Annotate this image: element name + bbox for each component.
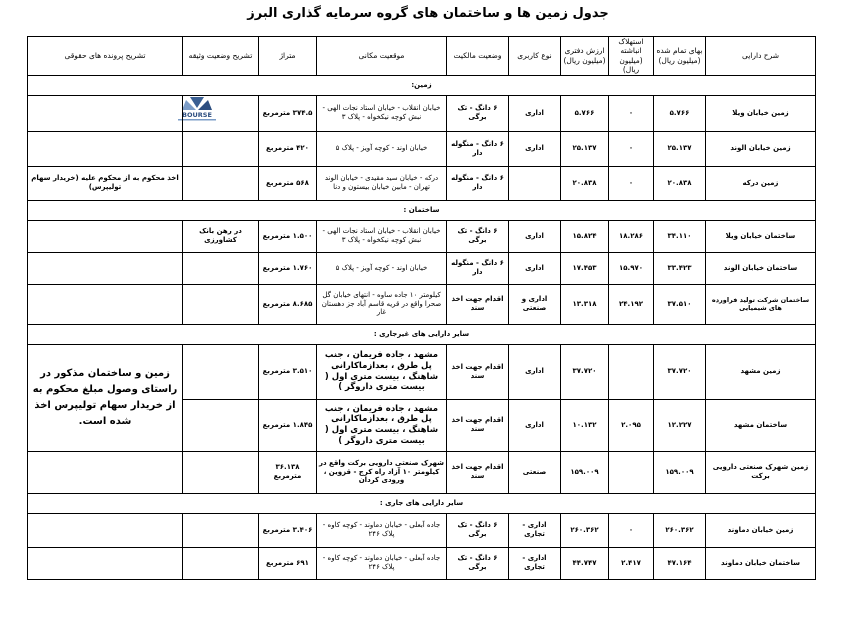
area-cell: ۱.۸۴۵ مترمربع: [259, 399, 317, 451]
legal-cell: [28, 252, 183, 284]
table-row: [28, 451, 816, 493]
section-title: زمین:: [28, 75, 816, 95]
value-cell: ۳۳.۴۲۳: [654, 252, 706, 284]
asset-cell: ساختمان خیابان ویلا: [706, 220, 816, 252]
legal-cell: [28, 547, 183, 579]
col-area: متراژ: [259, 37, 317, 76]
location-cell: کیلومتر ۱۰ جاده ساوه - انتهای خیابان گل صحرا واقع در قریه قاسم آباد جز دهستان غار: [317, 284, 447, 324]
dep-cell: ۰: [609, 513, 654, 547]
document-cell: [183, 344, 259, 399]
dep-cell: [609, 451, 654, 493]
asset-cell: زمین شهرک صنعتی دارویی برکت: [706, 451, 816, 493]
ownership-cell: اقدام جهت اخذ سند: [447, 284, 509, 324]
asset-cell: ساختمان خیابان دماوند: [706, 547, 816, 579]
document-cell: [183, 131, 259, 166]
page-title: جدول زمین ها و ساختمان های گروه سرمایه گذاری البرز: [247, 6, 609, 21]
dep-cell: ۰: [609, 166, 654, 200]
location-cell: خیابان انقلاب - خیابان استاد نجات الهی - نبش کوچه نیکخواه - پلاک ۳: [317, 220, 447, 252]
location-cell: شهرک صنعتی دارویی برکت واقع در کیلومتر ۱۰ آزاد راه کرج - قزوین ، ورودی کردان: [317, 451, 447, 493]
col-depreciation: استهلاک انباشته (میلیون ریال): [609, 37, 654, 76]
legal-cell: [28, 131, 183, 166]
book-cell: ۲۶۰.۳۶۲: [561, 513, 609, 547]
document-cell: [183, 252, 259, 284]
assets-table: [27, 36, 816, 580]
book-cell: ۲۰.۸۳۸: [561, 166, 609, 200]
section-title: ساختمان :: [28, 200, 816, 220]
book-cell: ۴۴.۷۴۷: [561, 547, 609, 579]
col-value: بهای تمام شده (میلیون ریال): [654, 37, 706, 76]
dep-cell: ۱۵.۹۷۰: [609, 252, 654, 284]
col-usage: نوع کاربری: [509, 37, 561, 76]
asset-cell: ساختمان خیابان الوند: [706, 252, 816, 284]
ownership-cell: اقدام جهت اخذ سند: [447, 451, 509, 493]
asset-cell: زمین مشهد: [706, 344, 816, 399]
location-cell: مشهد ، جاده فریمان ، جنب پل طرق ، بعدازماکارانی شاهنگ ، بیست متری اول ( بیست متری داروگر ): [317, 399, 447, 451]
col-document: تشریح وضعیت وثیقه: [183, 37, 259, 76]
area-cell: ۸.۶۸۵ مترمربع: [259, 284, 317, 324]
usage-cell: اداری - تجاری: [509, 513, 561, 547]
ownership-cell: ۶ دانگ - تک برگی: [447, 513, 509, 547]
area-cell: ۵۶۸ مترمربع: [259, 166, 317, 200]
location-cell: جاده آبعلی - خیابان دماوند - کوچه کاوه - پلاک ۲۴۶: [317, 547, 447, 579]
document-cell: در رهن بانک کشاورزی: [183, 220, 259, 252]
location-cell: جاده آبعلی - خیابان دماوند - کوچه کاوه - پلاک ۲۴۶: [317, 513, 447, 547]
dep-cell: ۲.۴۱۷: [609, 547, 654, 579]
dep-cell: ۲۴.۱۹۲: [609, 284, 654, 324]
area-cell: ۳۶.۱۳۸ مترمربع: [259, 451, 317, 493]
book-cell: ۵.۷۶۶: [561, 95, 609, 131]
usage-cell: صنعتی: [509, 451, 561, 493]
dep-cell: [609, 344, 654, 399]
header-row: [28, 37, 816, 76]
area-cell: ۳۷۴.۵ مترمربع: [259, 95, 317, 131]
book-cell: ۲۵.۱۳۷: [561, 131, 609, 166]
section-row-current: [28, 493, 816, 513]
value-cell: ۱۲.۲۲۷: [654, 399, 706, 451]
book-cell: ۱۰.۱۳۲: [561, 399, 609, 451]
section-title: سایر دارایی های غیرجاری :: [28, 324, 816, 344]
col-asset: شرح دارایی: [706, 37, 816, 76]
value-cell: ۴۷.۱۶۴: [654, 547, 706, 579]
table-row: [28, 166, 816, 200]
dep-cell: ۲.۰۹۵: [609, 399, 654, 451]
area-cell: ۶۹۱ مترمربع: [259, 547, 317, 579]
location-cell: خیابان اوند - کوچه آویز - پلاک ۵: [317, 131, 447, 166]
book-cell: ۳۷.۷۲۰: [561, 344, 609, 399]
ownership-cell: ۶ دانگ - تک برگی: [447, 95, 509, 131]
legal-cell: [28, 513, 183, 547]
document-cell: [183, 166, 259, 200]
document-cell: [183, 399, 259, 451]
logo-text: BOURSE: [182, 111, 212, 119]
value-cell: ۵.۷۶۶: [654, 95, 706, 131]
usage-cell: اداری - تجاری: [509, 547, 561, 579]
usage-cell: اداری: [509, 344, 561, 399]
book-cell: ۱۵۹.۰۰۹: [561, 451, 609, 493]
legal-cell: [28, 95, 183, 131]
value-cell: ۲۰.۸۳۸: [654, 166, 706, 200]
area-cell: ۱.۷۶۰ مترمربع: [259, 252, 317, 284]
area-cell: ۳.۵۱۰ مترمربع: [259, 344, 317, 399]
usage-cell: اداری: [509, 399, 561, 451]
asset-cell: ساختمان مشهد: [706, 399, 816, 451]
usage-cell: اداری و صنعتی: [509, 284, 561, 324]
dep-cell: ۱۸.۲۸۶: [609, 220, 654, 252]
dep-cell: ۰: [609, 131, 654, 166]
asset-cell: زمین درکه: [706, 166, 816, 200]
dep-cell: ۰: [609, 95, 654, 131]
value-cell: ۳۷.۷۲۰: [654, 344, 706, 399]
location-cell: خیابان اوند - کوچه آویز - پلاک ۵: [317, 252, 447, 284]
col-ownership: وضعیت مالکیت: [447, 37, 509, 76]
value-cell: ۱۵۹.۰۰۹: [654, 451, 706, 493]
col-location: موقعیت مکانی: [317, 37, 447, 76]
book-cell: ۱۷.۴۵۳: [561, 252, 609, 284]
legal-cell: [28, 451, 183, 493]
section-row-noncurrent: [28, 324, 816, 344]
value-cell: ۲۶۰.۳۶۲: [654, 513, 706, 547]
area-cell: ۱.۵۰۰ مترمربع: [259, 220, 317, 252]
document-cell: [183, 284, 259, 324]
table-row: [28, 547, 816, 579]
section-row-land: [28, 75, 816, 95]
ownership-cell: اقدام جهت اخذ سند: [447, 344, 509, 399]
value-cell: ۳۷.۵۱۰: [654, 284, 706, 324]
asset-cell: زمین خیابان دماوند: [706, 513, 816, 547]
usage-cell: اداری: [509, 131, 561, 166]
usage-cell: [509, 166, 561, 200]
asset-cell: زمین خیابان ویلا: [706, 95, 816, 131]
ownership-cell: ۶ دانگ - منگوله دار: [447, 252, 509, 284]
section-title: سایر دارایی های جاری :: [28, 493, 816, 513]
col-legal: تشریح پرونده های حقوقی: [28, 37, 183, 76]
table-row: [28, 284, 816, 324]
document-cell: [183, 451, 259, 493]
table-row: [28, 220, 816, 252]
legal-cell: [28, 220, 183, 252]
book-cell: ۱۵.۸۲۴: [561, 220, 609, 252]
asset-cell: ساختمان شرکت تولید فراورده های شیمیایی: [706, 284, 816, 324]
table-row: [28, 131, 816, 166]
area-cell: ۳.۴۰۶ مترمربع: [259, 513, 317, 547]
legal-cell: زمین و ساختمان مذکور در راستای وصول مبلغ محکوم به از خریدار سهام تولیپرس اخذ شده است.: [28, 344, 183, 451]
location-cell: مشهد ، جاده فریمان ، جنب پل طرق ، بعدازماکارانی شاهنگ ، بیست متری اول ( بیست متری داروگر ): [317, 344, 447, 399]
usage-cell: اداری: [509, 252, 561, 284]
table-row: [28, 513, 816, 547]
document-cell: [183, 547, 259, 579]
legal-cell: [28, 284, 183, 324]
area-cell: ۴۲۰ مترمربع: [259, 131, 317, 166]
ownership-cell: ۶ دانگ - تک برگی: [447, 547, 509, 579]
location-cell: درکه - خیابان سید مقیدی - خیابان الوند تهران - مابین خیابان بیستون و دنا: [317, 166, 447, 200]
document-cell: [183, 513, 259, 547]
table-row: [28, 252, 816, 284]
location-cell: خیابان انقلاب - خیابان استاد نجات الهی - نبش کوچه نیکخواه - پلاک ۳: [317, 95, 447, 131]
value-cell: ۲۵.۱۳۷: [654, 131, 706, 166]
asset-cell: زمین خیابان الوند: [706, 131, 816, 166]
ownership-cell: اقدام جهت اخذ سند: [447, 399, 509, 451]
value-cell: ۳۴.۱۱۰: [654, 220, 706, 252]
ownership-cell: ۶ دانگ - منگوله دار: [447, 166, 509, 200]
table-row: [28, 95, 816, 131]
document-cell: [183, 95, 259, 131]
usage-cell: اداری: [509, 95, 561, 131]
book-cell: ۱۳.۳۱۸: [561, 284, 609, 324]
ownership-cell: ۶ دانگ - تک برگی: [447, 220, 509, 252]
ownership-cell: ۶ دانگ - منگوله دار: [447, 131, 509, 166]
table-row: [28, 344, 816, 399]
legal-cell: اخذ محکوم به از محکوم علیه (خریدار سهام تولیپرس): [28, 166, 183, 200]
usage-cell: اداری: [509, 220, 561, 252]
section-row-buildings: [28, 200, 816, 220]
col-book-value: ارزش دفتری (میلیون ریال): [561, 37, 609, 76]
